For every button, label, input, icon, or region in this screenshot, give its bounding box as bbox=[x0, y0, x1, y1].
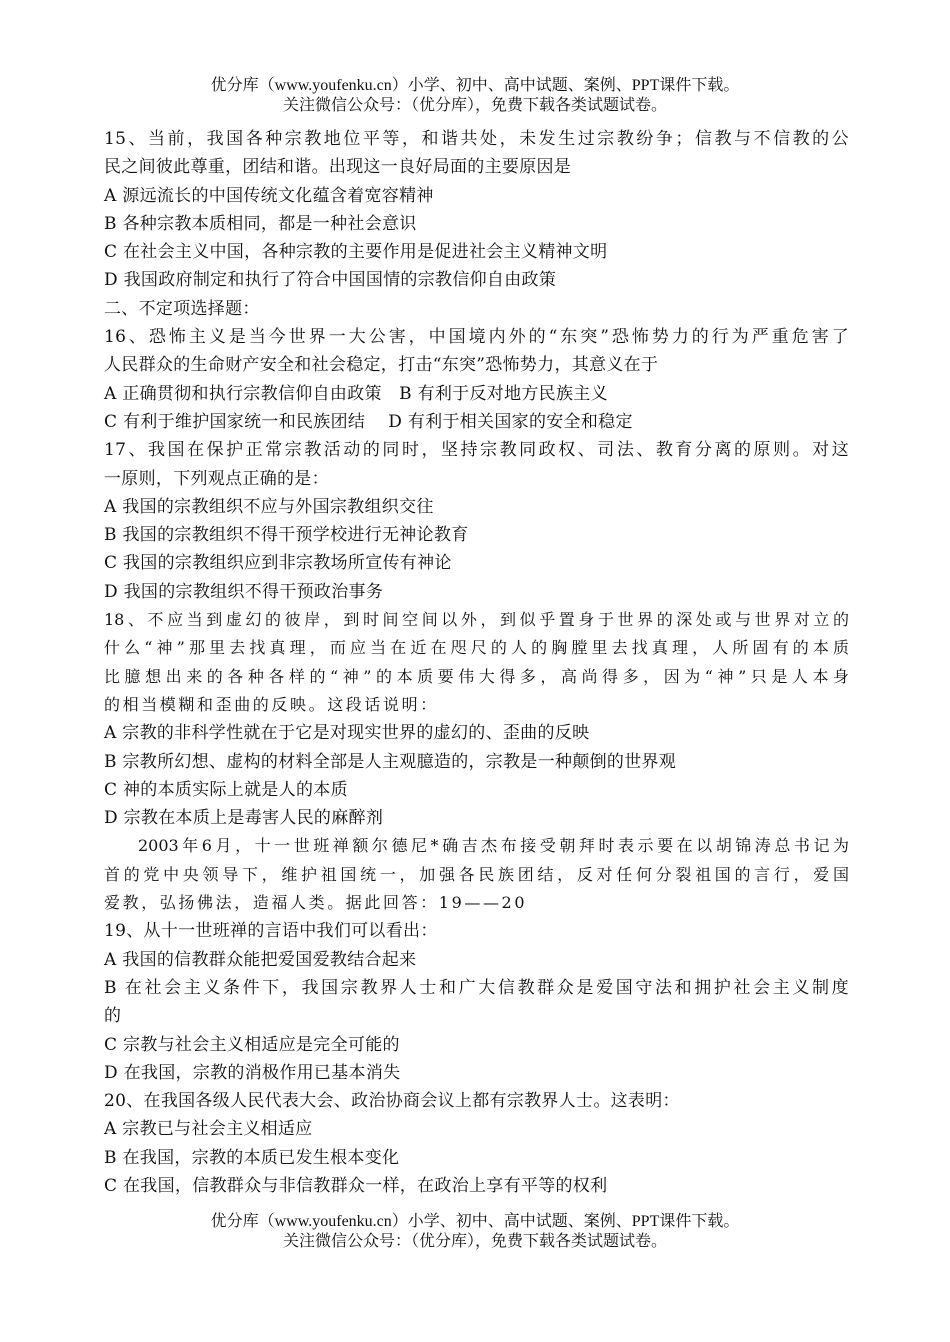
option-c: C 神的本质实际上就是人的本质 bbox=[104, 779, 348, 800]
footer-line-1: 优分库（www.youfenku.cn）小学、初中、高中试题、案例、PPT课件下载。 bbox=[210, 1213, 740, 1230]
question-17 bbox=[104, 436, 849, 606]
option-b: B 在社会主义条件下，我国宗教界人士和广大信教群众是爱国守法和拥护社会主义制度 bbox=[104, 977, 849, 998]
question-stem: 的相当模糊和歪曲的反映。这段话说明： bbox=[104, 694, 439, 714]
option-a: A 宗教已与社会主义相适应 bbox=[104, 1119, 313, 1140]
option-b: B 各种宗教本质相同，都是一种社会意识 bbox=[104, 213, 417, 234]
section-heading: 二、不定项选择题： bbox=[104, 298, 260, 319]
question-stem: 比臆想出来的各种各样的“神”的本质要伟大得多，高尚得多，因为“神”只是人本身 bbox=[104, 666, 849, 686]
question-16 bbox=[104, 323, 849, 436]
option-a: A 我国的宗教组织不应与外国宗教组织交往 bbox=[104, 496, 434, 517]
option-b: B 宗教所幻想、虚构的材料全部是人主观臆造的，宗教是一种颠倒的世界观 bbox=[104, 751, 677, 772]
question-stem: 人民群众的生命财产安全和社会稳定，打击“东突”恐怖势力，其意义在于 bbox=[104, 355, 659, 376]
question-18 bbox=[104, 606, 849, 832]
option-d: D 在我国，宗教的消极作用已基本消失 bbox=[104, 1062, 401, 1083]
question-20 bbox=[104, 1087, 849, 1200]
page-header bbox=[0, 76, 950, 116]
reading-material bbox=[104, 832, 849, 917]
question-19 bbox=[104, 917, 849, 1087]
option-a: A 我国的信教群众能把爱国爱教结合起来 bbox=[104, 949, 417, 970]
option-b: B 在我国，宗教的本质已发生根本变化 bbox=[104, 1147, 400, 1168]
question-stem: 一原则，下列观点正确的是： bbox=[104, 468, 329, 489]
option-a: A 宗教的非科学性就在于它是对现实世界的虚幻的、歪曲的反映 bbox=[104, 723, 590, 744]
option-a: A 源远流长的中国传统文化蕴含着宽容精神 bbox=[104, 185, 434, 206]
options-c-d: C 有利于维护国家统一和民族团结 D 有利于相关国家的安全和稳定 bbox=[104, 411, 633, 432]
header-line-2: 关注微信公众号：（优分库），免费下载各类试题试卷。 bbox=[282, 97, 667, 114]
option-b-continued: 的 bbox=[104, 1006, 122, 1027]
question-stem: 18、不应当到虚幻的彼岸，到时间空间以外，到似乎置身于世界的深处或与世界对立的 bbox=[104, 610, 849, 630]
option-c: C 我国的宗教组织应到非宗教场所宣传有神论 bbox=[104, 553, 452, 574]
question-stem: 什么“神”那里去找真理，而应当在近在咫尺的人的胸膛里去找真理，人所固有的本质 bbox=[104, 638, 849, 658]
question-stem: 民之间彼此尊重，团结和谐。出现这一良好局面的主要原因是 bbox=[104, 157, 572, 178]
option-c: C 宗教与社会主义相适应是完全可能的 bbox=[104, 1034, 400, 1055]
option-d: D 我国的宗教组织不得干预政治事务 bbox=[104, 581, 384, 602]
question-stem: 15、当前，我国各种宗教地位平等，和谐共处，未发生过宗教纷争；信教与不信教的公 bbox=[104, 129, 849, 149]
header-line-1: 优分库（www.youfenku.cn）小学、初中、高中试题、案例、PPT课件下载。 bbox=[210, 77, 740, 94]
material-paragraph: 2003年6月，十一世班禅额尔德尼*确吉杰布接受朝拜时表示要在以胡锦涛总书记为 bbox=[138, 836, 849, 856]
page-footer bbox=[0, 1212, 950, 1252]
question-15 bbox=[104, 125, 849, 295]
document-body bbox=[104, 125, 849, 1200]
options-a-b: A 正确贯彻和执行宗教信仰自由政策 B 有利于反对地方民族主义 bbox=[104, 383, 608, 404]
option-c: C 在我国，信教群众与非信教群众一样，在政治上享有平等的权利 bbox=[104, 1175, 608, 1196]
question-stem: 19、从十一世班禅的言语中我们可以看出： bbox=[104, 921, 438, 942]
question-stem: 17、我国在保护正常宗教活动的同时，坚持宗教同政权、司法、教育分离的原则。对这 bbox=[104, 440, 849, 461]
option-b: B 我国的宗教组织不得干预学校进行无神论教育 bbox=[104, 525, 469, 546]
material-paragraph: 首的党中央领导下，维护祖国统一，加强各民族团结，反对任何分裂祖国的言行，爱国 bbox=[104, 864, 849, 884]
question-stem: 20、在我国各级人民代表大会、政治协商会议上都有宗教界人士。这表明： bbox=[104, 1091, 680, 1112]
footer-line-2: 关注微信公众号：（优分库），免费下载各类试题试卷。 bbox=[282, 1233, 667, 1250]
material-paragraph: 爱教，弘扬佛法，造福人类。据此回答：19——20 bbox=[104, 893, 528, 913]
option-d: D 我国政府制定和执行了符合中国国情的宗教信仰自由政策 bbox=[104, 270, 557, 291]
option-d: D 宗教在本质上是毒害人民的麻醉剂 bbox=[104, 808, 384, 829]
option-c: C 在社会主义中国，各种宗教的主要作用是促进社会主义精神文明 bbox=[104, 242, 608, 263]
question-stem: 16、恐怖主义是当今世界一大公害，中国境内外的“东突”恐怖势力的行为严重危害了 bbox=[104, 327, 849, 348]
